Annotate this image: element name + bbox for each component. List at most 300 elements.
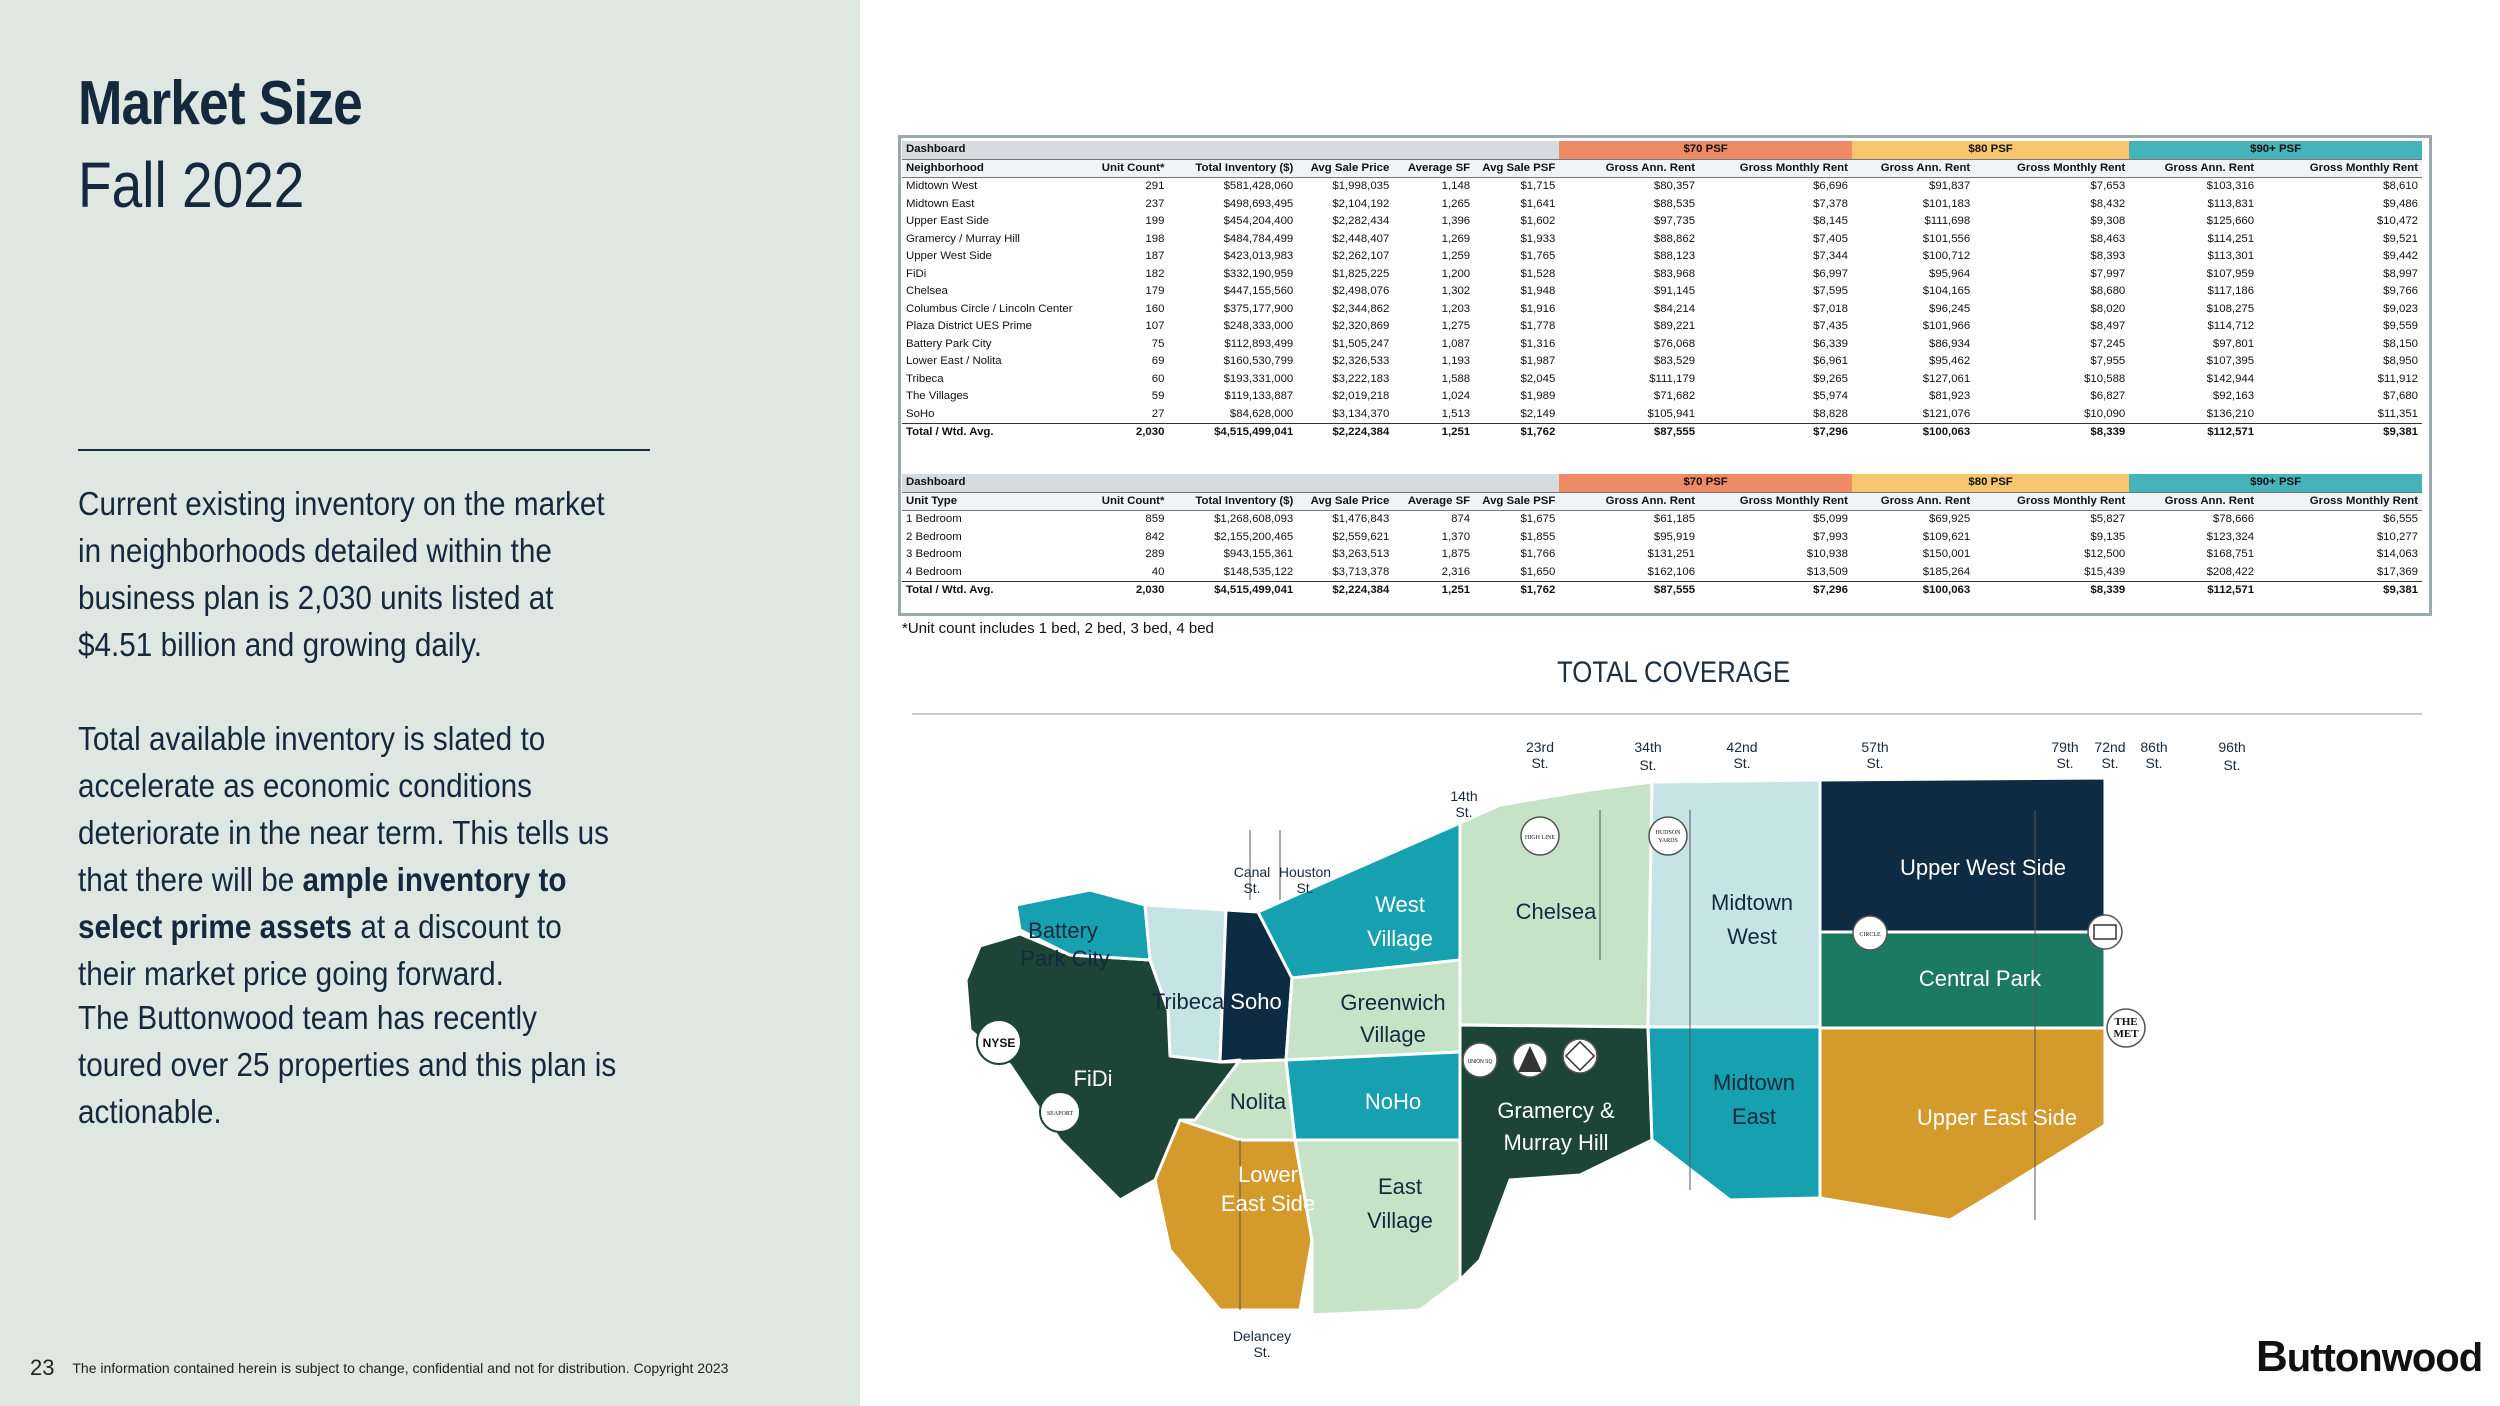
table-cell: $5,099 (1813, 513, 1848, 526)
table-cell: $117,186 (2207, 285, 2255, 298)
column-header: Gross Ann. Rent (2129, 159, 2258, 178)
table-row (902, 353, 2422, 371)
table-cell: 1,265 (1441, 197, 1471, 210)
total-cell: $7,296 (1699, 582, 1852, 600)
table-cell: $92,163 (2212, 390, 2255, 403)
table-cell: $6,997 (1813, 267, 1848, 280)
table-cell: $1,825,225 (1332, 267, 1390, 280)
table-cell: Gramercy / Murray Hill (906, 232, 1020, 245)
table-row (902, 529, 2422, 547)
table-cell: $88,535 (1653, 197, 1696, 210)
table-cell: $2,498,076 (1332, 285, 1390, 298)
table-cell: $103,316 (2206, 180, 2255, 193)
table-header-row (902, 159, 2422, 178)
table-cell: 182 (1145, 267, 1165, 280)
table-cell: $1,650 (1520, 565, 1556, 578)
street-86-2: St. (2145, 755, 2163, 771)
highline-text: HIGH LINE (1524, 835, 1556, 841)
table-cell: $10,090 (2084, 407, 2126, 420)
total-cell: $87,555 (1559, 582, 1699, 600)
street-34-2: St. (1639, 757, 1657, 773)
label-battery-2: Park City (1020, 946, 1110, 971)
footer (30, 1355, 728, 1381)
column-header: Average SF (1393, 492, 1474, 511)
table-row (902, 336, 2422, 354)
table-cell: $61,185 (1653, 513, 1696, 526)
table-header-row (902, 492, 2422, 511)
table-cell: $8,610 (2383, 180, 2418, 193)
table-cell: $111,179 (1649, 372, 1696, 385)
table-cell: 1,269 (1441, 232, 1471, 245)
street-86-1: 86th (2140, 739, 2168, 755)
label-gramercy-1: Gramercy & (1497, 1098, 1615, 1123)
table-cell: $14,063 (2376, 548, 2418, 561)
street-23-1: 23rd (1525, 739, 1555, 755)
street-42-2: St. (1733, 755, 1751, 771)
table-cell: 237 (1145, 197, 1165, 210)
label-greenwich-1: Greenwich (1340, 990, 1446, 1015)
table-cell: 1,302 (1441, 285, 1471, 298)
label-midtown-west-1: Midtown (1711, 890, 1793, 915)
table-cell: $111,698 (1924, 215, 1971, 228)
street-96-1: 96th (2218, 739, 2246, 755)
table-cell: $3,222,183 (1332, 372, 1390, 385)
column-header: Gross Ann. Rent (1559, 159, 1699, 178)
table-cell: $95,964 (1929, 267, 1971, 280)
table-cell: 199 (1145, 215, 1165, 228)
highline-icon (1521, 817, 1559, 855)
coverage-title: TOTAL COVERAGE (1557, 656, 1791, 689)
table-body (902, 178, 2422, 442)
table-cell: Tribeca (906, 372, 944, 385)
table-cell: $125,660 (2206, 215, 2255, 228)
table-cell: $2,262,107 (1332, 250, 1390, 263)
column-header: Gross Monthly Rent (2258, 159, 2422, 178)
street-canal-2: St. (1243, 880, 1261, 896)
label-les-1: Lower (1238, 1162, 1298, 1187)
unit-type-table (902, 474, 2422, 600)
table-cell: $142,944 (2206, 372, 2255, 385)
table-cell: $3,134,370 (1332, 407, 1390, 420)
table-cell: $8,950 (2383, 355, 2418, 368)
table-cell: $9,521 (2383, 232, 2418, 245)
column-header: Unit Count* (1088, 159, 1169, 178)
table-cell: $1,765 (1520, 250, 1556, 263)
street-14-2: St. (1455, 804, 1473, 820)
table-cell: $7,595 (1813, 285, 1848, 298)
page-number: 23 (30, 1355, 55, 1380)
table-cell: $7,018 (1813, 302, 1848, 315)
table-cell: $101,966 (1922, 320, 1971, 333)
table-row (902, 213, 2422, 231)
table-cell: $131,251 (1647, 548, 1696, 561)
manhattan-map (940, 720, 2483, 1380)
table-cell: $101,183 (1922, 197, 1971, 210)
table-cell: $3,713,378 (1332, 565, 1390, 578)
table-cell: $69,925 (1929, 513, 1971, 526)
table-cell: $2,045 (1520, 372, 1556, 385)
table-cell: $498,693,495 (1223, 197, 1294, 210)
band-90: $90+ PSF (2129, 141, 2422, 159)
table-cell: $162,106 (1647, 565, 1696, 578)
table-cell: 187 (1145, 250, 1165, 263)
column-header: Unit Type (902, 492, 1088, 511)
table-cell: $8,145 (1813, 215, 1848, 228)
column-header: Neighborhood (902, 159, 1088, 178)
table-cell: $7,405 (1813, 232, 1848, 245)
table-cell: $150,001 (1922, 548, 1971, 561)
table-row (902, 546, 2422, 564)
table-cell: $7,997 (2090, 267, 2126, 280)
table-cell: $581,428,060 (1223, 180, 1294, 193)
table-cell: $193,331,000 (1223, 372, 1294, 385)
table-cell: 107 (1145, 320, 1165, 333)
column-header: Gross Monthly Rent (2258, 492, 2422, 511)
street-96-2: St. (2223, 757, 2241, 773)
table-cell: $332,190,959 (1223, 267, 1294, 280)
table-cell: $9,308 (2090, 215, 2126, 228)
table-cell: $17,369 (2376, 565, 2418, 578)
building-icon (1513, 1043, 1547, 1077)
union-square-icon (1463, 1043, 1497, 1077)
street-72-2: St. (2101, 755, 2119, 771)
table-cell: 40 (1151, 565, 1165, 578)
table-cell: 2 Bedroom (906, 530, 962, 543)
street-canal-1: Canal (1233, 864, 1271, 880)
table-cell: 1,588 (1441, 372, 1471, 385)
table-cell: $89,221 (1653, 320, 1696, 333)
table-cell: 842 (1145, 530, 1165, 543)
table-row (902, 388, 2422, 406)
table-cell: $8,150 (2383, 337, 2418, 350)
coverage-divider (912, 713, 2422, 715)
table-cell: $2,344,862 (1332, 302, 1390, 315)
brand-name: uttonwood (2286, 1336, 2483, 1380)
label-greenwich-2: Village (1360, 1022, 1426, 1047)
total-cell: $4,515,499,041 (1168, 582, 1297, 600)
table-cell: Lower East / Nolita (906, 355, 1002, 368)
table-cell: $160,530,799 (1223, 355, 1294, 368)
table-cell: Upper West Side (906, 250, 992, 263)
label-nolita: Nolita (1229, 1089, 1287, 1114)
label-midtown-east-2: East (1731, 1104, 1777, 1129)
table-cell: $80,357 (1653, 180, 1696, 193)
unit-count-note: *Unit count includes 1 bed, 2 bed, 3 bed, 4 bed (902, 620, 1214, 637)
table-cell: Columbus Circle / Lincoln Center (906, 302, 1073, 315)
table-cell: $10,588 (2084, 372, 2126, 385)
total-cell: $4,515,499,041 (1168, 424, 1297, 442)
table-cell: $9,135 (2090, 530, 2126, 543)
table-cell: 59 (1151, 390, 1165, 403)
street-57-2: St. (1866, 755, 1884, 771)
table-cell: 198 (1145, 232, 1165, 245)
street-79-2: St. (2056, 755, 2074, 771)
table-cell: $2,019,218 (1332, 390, 1390, 403)
table-cell: $1,476,843 (1332, 513, 1390, 526)
table-cell: $107,395 (2206, 355, 2255, 368)
table-row (902, 248, 2422, 266)
table-cell: $9,023 (2383, 302, 2418, 315)
table-cell: $148,535,122 (1223, 565, 1294, 578)
table-cell: 1,259 (1441, 250, 1471, 263)
column-header: Gross Monthly Rent (1699, 159, 1852, 178)
total-cell: $2,224,384 (1297, 582, 1393, 600)
table-row (902, 266, 2422, 284)
table-cell: 160 (1145, 302, 1165, 315)
table-cell: $78,666 (2212, 513, 2255, 526)
table-cell: $6,555 (2383, 513, 2418, 526)
street-34-1: 34th (1634, 739, 1662, 755)
table-cell: $1,989 (1520, 390, 1556, 403)
table-cell: $1,778 (1520, 320, 1556, 333)
table-cell: $127,061 (1922, 372, 1971, 385)
table-cell: SoHo (906, 407, 935, 420)
table-cell: 1,370 (1441, 530, 1471, 543)
label-west-village-1: West (1375, 892, 1425, 917)
street-delancey-1: Delancey (1232, 1328, 1292, 1344)
table-cell: $12,500 (2084, 548, 2126, 561)
paragraph-outlook-bold: ample inventory to select prime assets (78, 861, 567, 945)
table-cell: $113,831 (2207, 197, 2255, 210)
dakota-icon (2088, 915, 2122, 949)
table-cell: 69 (1151, 355, 1165, 368)
table-cell: $6,961 (1813, 355, 1848, 368)
table-cell: 1,087 (1441, 337, 1471, 350)
table-cell: $15,439 (2084, 565, 2126, 578)
table-cell: $113,301 (2207, 250, 2255, 263)
table-cell: $9,486 (2383, 197, 2418, 210)
columbus-circle-icon (1853, 916, 1887, 950)
table-cell: $1,855 (1520, 530, 1556, 543)
table-cell: $1,316 (1520, 337, 1556, 350)
label-ues: Upper East Side (1916, 1105, 2078, 1130)
table-cell: $114,251 (2207, 232, 2255, 245)
column-header: Gross Ann. Rent (2129, 492, 2258, 511)
total-cell: $87,555 (1559, 424, 1699, 442)
total-cell: Total / Wtd. Avg. (902, 582, 1088, 600)
table-cell: $10,472 (2376, 215, 2418, 228)
table-cell: $101,556 (1922, 232, 1971, 245)
label-noho: NoHo (1364, 1089, 1422, 1114)
column-header: Gross Ann. Rent (1852, 159, 1974, 178)
table-cell: $454,204,400 (1223, 215, 1294, 228)
table-cell: 3 Bedroom (906, 548, 962, 561)
table-cell: $5,827 (2090, 513, 2126, 526)
table-cell: $1,675 (1520, 513, 1556, 526)
hudson-yards-icon (1649, 817, 1687, 855)
total-cell: 1,251 (1393, 424, 1474, 442)
table-cell: $185,264 (1922, 565, 1971, 578)
total-cell: $7,296 (1699, 424, 1852, 442)
table-cell: $121,076 (1922, 407, 1971, 420)
table-cell: $119,133,887 (1224, 390, 1294, 403)
table-cell: $114,712 (2207, 320, 2255, 333)
table-row (902, 371, 2422, 389)
band-80: $80 PSF (1852, 141, 2129, 159)
label-east-village-1: East (1377, 1174, 1423, 1199)
table-cell: $1,528 (1520, 267, 1556, 280)
table-band-row (902, 474, 2422, 492)
table-cell: 1,396 (1441, 215, 1471, 228)
table-row (902, 318, 2422, 336)
table-cell: $2,320,869 (1332, 320, 1390, 333)
table-row (902, 564, 2422, 582)
table-cell: 1,148 (1441, 180, 1471, 193)
table-cell: $3,263,513 (1332, 548, 1390, 561)
table-cell: $1,505,247 (1332, 337, 1390, 350)
total-cell: $9,381 (2258, 424, 2422, 442)
park-icon (1563, 1039, 1597, 1073)
total-cell: $100,063 (1852, 424, 1974, 442)
table-cell: $13,509 (1806, 565, 1848, 578)
label-gramercy-2: Murray Hill (1503, 1130, 1609, 1155)
table-row (902, 301, 2422, 319)
column-header: Total Inventory ($) (1168, 159, 1297, 178)
table-cell: $1,916 (1520, 302, 1556, 315)
table-cell: $88,123 (1653, 250, 1696, 263)
region-west-village (1258, 823, 1460, 978)
label-battery-1: Battery (1028, 918, 1098, 943)
table-cell: $1,998,035 (1332, 180, 1390, 193)
neighborhood-table (902, 141, 2422, 442)
table-cell: $7,653 (2090, 180, 2126, 193)
band-70: $70 PSF (1559, 474, 1852, 492)
total-cell: 2,030 (1088, 424, 1169, 442)
street-delancey-2: St. (1253, 1344, 1271, 1360)
seaport-text: SEAPORT (1046, 1111, 1074, 1117)
table-cell: $108,275 (2206, 302, 2255, 315)
table-cell: $6,696 (1813, 180, 1848, 193)
total-cell: $2,224,384 (1297, 424, 1393, 442)
total-cell: $1,762 (1474, 582, 1559, 600)
street-72-1: 72nd (2094, 739, 2126, 755)
table-cell: $8,680 (2090, 285, 2126, 298)
table-total-row (902, 424, 2422, 442)
hudson-text-1: HUDSON (1655, 830, 1681, 836)
nyse-text: NYSE (982, 1036, 1016, 1050)
paragraph-outlook-text-end: at a discount to their market price going forward. (78, 908, 562, 992)
table-cell: $2,104,192 (1332, 197, 1390, 210)
table-total-row (902, 582, 2422, 600)
table-cell: $97,735 (1653, 215, 1696, 228)
table-cell: Midtown West (906, 180, 978, 193)
met-icon (2107, 1009, 2145, 1047)
table-cell: 874 (1451, 513, 1471, 526)
street-houston-1: Houston (1278, 864, 1332, 880)
table-cell: 60 (1151, 372, 1165, 385)
table-cell: $8,463 (2090, 232, 2126, 245)
table-cell: $1,715 (1520, 180, 1556, 193)
table-cell: $100,712 (1922, 250, 1971, 263)
table-cell: 1,513 (1441, 407, 1471, 420)
table-cell: $96,245 (1929, 302, 1971, 315)
table-cell: $71,682 (1653, 390, 1696, 403)
table-cell: Upper East Side (906, 215, 989, 228)
table-cell: FiDi (906, 267, 927, 280)
paragraph-outlook (78, 715, 618, 997)
street-14-1: 14th (1450, 788, 1478, 804)
table-cell: $84,628,000 (1229, 407, 1294, 420)
table-cell: $83,529 (1653, 355, 1696, 368)
table-cell: $375,177,900 (1223, 302, 1294, 315)
table-cell: $7,344 (1813, 250, 1848, 263)
table-cell: $11,912 (2377, 372, 2418, 385)
table-cell: 1,203 (1441, 302, 1471, 315)
table-cell: Chelsea (906, 285, 948, 298)
table-cell: $10,938 (1806, 548, 1848, 561)
page-subtitle: Fall 2022 (78, 149, 305, 221)
table-cell: $2,326,533 (1332, 355, 1390, 368)
table-cell: $168,751 (2206, 548, 2255, 561)
table-cell: $88,862 (1653, 232, 1696, 245)
disclaimer: The information contained herein is subject to change, confidential and not for distribution. Copyright 2023 (72, 1360, 729, 1376)
dashboard-label: Dashboard (902, 474, 1559, 492)
label-midtown-east-1: Midtown (1713, 1070, 1795, 1095)
table-cell: Plaza District UES Prime (906, 320, 1032, 333)
street-42-1: 42nd (1726, 739, 1758, 755)
table-cell: $86,934 (1929, 337, 1971, 350)
table-cell: $8,020 (2090, 302, 2126, 315)
table-cell: $9,265 (1813, 372, 1848, 385)
table-cell: $1,948 (1520, 285, 1556, 298)
label-midtown-west-2: West (1727, 924, 1777, 949)
table-cell: $136,210 (2206, 407, 2255, 420)
met-text-1: THE (2114, 1016, 2138, 1028)
table-cell: 1,875 (1441, 548, 1471, 561)
table-cell: $105,941 (1647, 407, 1696, 420)
table-cell: 75 (1151, 337, 1165, 350)
total-cell: Total / Wtd. Avg. (902, 424, 1088, 442)
table-cell: 1 Bedroom (906, 513, 962, 526)
table-cell: $7,955 (2090, 355, 2126, 368)
table-cell: $7,378 (1813, 197, 1848, 210)
table-cell: $1,766 (1520, 548, 1556, 561)
table-row (902, 231, 2422, 249)
table-cell: $1,987 (1520, 355, 1556, 368)
table-cell: Battery Park City (906, 337, 992, 350)
table-cell: 179 (1145, 285, 1165, 298)
table-cell: $8,393 (2090, 250, 2126, 263)
table-cell: $447,155,560 (1223, 285, 1294, 298)
table-cell: 2,316 (1441, 565, 1471, 578)
table-row (902, 283, 2422, 301)
table-cell: $10,277 (2376, 530, 2418, 543)
table-cell: Midtown East (906, 197, 975, 210)
table-row (902, 178, 2422, 196)
table-cell: 291 (1145, 180, 1165, 193)
table-cell: $95,919 (1653, 530, 1696, 543)
table-cell: $2,282,434 (1332, 215, 1390, 228)
column-header: Average SF (1393, 159, 1474, 178)
table-cell: $943,155,361 (1223, 548, 1294, 561)
table-cell: $8,997 (2383, 267, 2418, 280)
hudson-text-2: YARDS (1658, 838, 1678, 844)
table-cell: $1,933 (1520, 232, 1556, 245)
table-cell: $9,766 (2383, 285, 2418, 298)
table-cell: $2,559,621 (1332, 530, 1390, 543)
table-cell: $112,893,499 (1224, 337, 1294, 350)
table-cell: The Villages (906, 390, 969, 403)
street-79-1: 79th (2051, 739, 2079, 755)
dashboard-label: Dashboard (902, 141, 1559, 159)
brand-initial: B (2256, 1332, 2287, 1381)
label-west-village-2: Village (1367, 926, 1433, 951)
table-cell: $76,068 (1653, 337, 1696, 350)
column-header: Gross Ann. Rent (1852, 492, 1974, 511)
table-cell: 1,024 (1441, 390, 1471, 403)
column-header: Avg Sale Price (1297, 492, 1393, 511)
table-cell: $95,462 (1929, 355, 1971, 368)
